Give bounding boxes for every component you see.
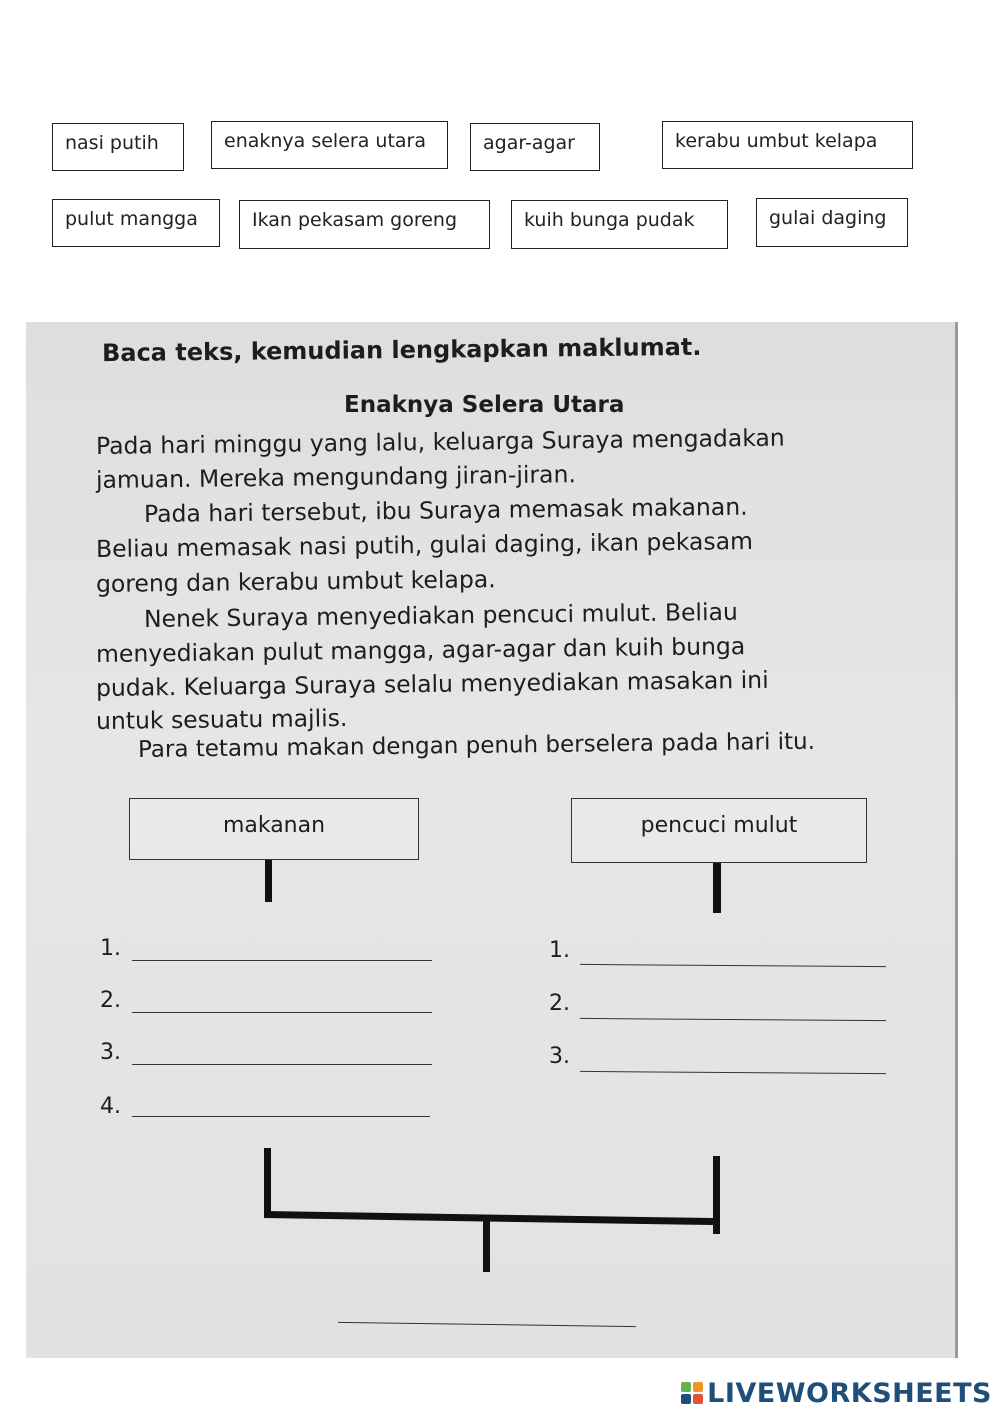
bracket-base <box>264 1211 720 1225</box>
passage-line-6: Nenek Suraya menyediakan pencuci mulut. Beliau <box>143 597 738 633</box>
pencuci-mulut-number-2: 2. <box>549 991 570 1016</box>
answer-chip-agar-agar[interactable]: agar-agar <box>470 123 600 171</box>
makanan-number-3: 3. <box>100 1040 121 1065</box>
pencuci-mulut-number-3: 3. <box>549 1044 570 1069</box>
answer-chip-gulai-daging[interactable]: gulai daging <box>756 198 908 247</box>
makanan-number-1: 1. <box>100 936 121 961</box>
bracket-stem <box>483 1220 490 1272</box>
liveworksheets-logo-icon <box>680 1381 704 1405</box>
answer-chip-ikan-pekasam-goreng[interactable]: Ikan pekasam goreng <box>239 200 490 249</box>
passage-line-7: menyediakan pulut mangga, agar-agar dan kuih bunga <box>95 632 746 668</box>
passage-line-2: jamuan. Mereka mengundang jiran-jiran. <box>95 460 577 494</box>
passage-title: Enaknya Selera Utara <box>344 392 625 418</box>
worksheet-page <box>26 322 958 1358</box>
pencuci-mulut-box: pencuci mulut <box>571 798 867 863</box>
makanan-answer-line-3[interactable] <box>132 1064 432 1065</box>
passage-line-1: Pada hari minggu yang lalu, keluarga Suraya mengadakan <box>95 423 785 460</box>
answer-chip-pulut-mangga[interactable]: pulut mangga <box>52 199 220 247</box>
final-answer-line[interactable] <box>338 1322 636 1327</box>
liveworksheets-logo <box>680 1378 992 1409</box>
makanan-answer-line-1[interactable] <box>132 960 432 961</box>
page-edge-shadow <box>955 322 958 1358</box>
passage-line-9: untuk sesuatu majlis. <box>95 703 348 735</box>
passage-line-10: Para tetamu makan dengan penuh berselera pada hari itu. <box>137 728 816 763</box>
brand-text: LIVEWORKSHEETS <box>707 1378 992 1409</box>
pencuci-mulut-answer-line-1[interactable] <box>580 964 886 967</box>
makanan-number-4: 4. <box>100 1094 121 1119</box>
answer-chip-enaknya-selera-utara[interactable]: enaknya selera utara <box>211 121 448 169</box>
pencuci-mulut-answer-line-3[interactable] <box>580 1071 886 1074</box>
bracket-left-arm <box>264 1148 271 1218</box>
makanan-answer-line-4[interactable] <box>132 1116 430 1117</box>
passage-line-5: goreng dan kerabu umbut kelapa. <box>95 565 496 598</box>
passage-line-3: Pada hari tersebut, ibu Suraya memasak makanan. <box>143 492 748 528</box>
answer-chip-kerabu-umbut-kelapa[interactable]: kerabu umbut kelapa <box>662 121 913 169</box>
pencuci-mulut-answer-line-2[interactable] <box>580 1018 886 1021</box>
instruction-text: Baca teks, kemudian lengkapkan maklumat. <box>101 332 702 368</box>
answer-chip-nasi-putih[interactable]: nasi putih <box>52 123 184 171</box>
passage-line-8: pudak. Keluarga Suraya selalu menyediakan masakan ini <box>95 665 769 702</box>
makanan-box: makanan <box>129 798 419 860</box>
makanan-answer-line-2[interactable] <box>132 1012 432 1013</box>
makanan-connector <box>265 860 272 902</box>
answer-chip-kuih-bunga-pudak[interactable]: kuih bunga pudak <box>511 200 728 249</box>
passage-line-4: Beliau memasak nasi putih, gulai daging, ikan pekasam <box>95 526 754 563</box>
pencuci-mulut-connector <box>713 863 721 913</box>
pencuci-mulut-number-1: 1. <box>549 938 570 963</box>
makanan-number-2: 2. <box>100 988 121 1013</box>
